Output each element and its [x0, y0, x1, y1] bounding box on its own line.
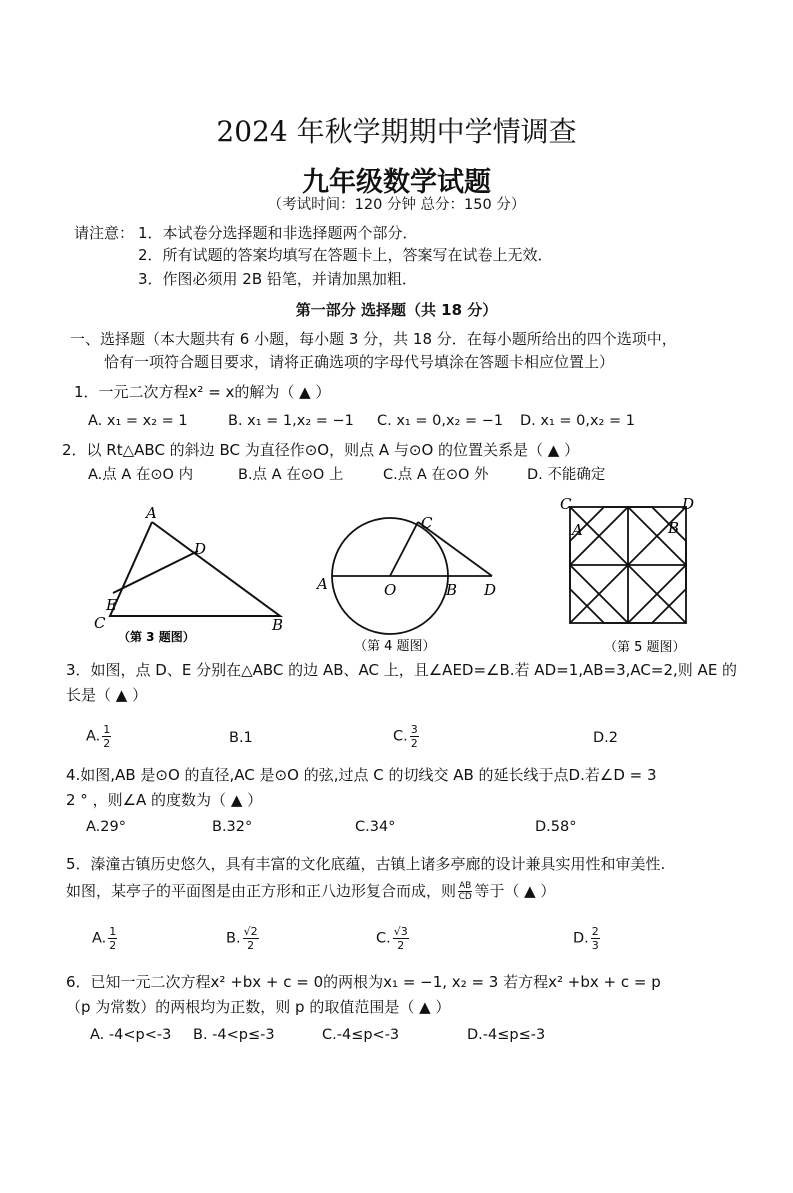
q3-option-c: C. $\frac{3}{2}$: [393, 723, 418, 750]
fig4-label-b: B: [446, 581, 458, 599]
notice-item-3: 3．作图必须用 2B 铅笔，并请加黑加粗．: [138, 270, 417, 288]
q3-option-d: D.2: [593, 730, 618, 746]
notice-label: 请注意：: [74, 224, 135, 242]
q3-option-a: A. $\frac{1}{2}$: [86, 723, 111, 750]
fig3-label-b: B: [272, 616, 284, 634]
exam-info: （考试时间：120 分钟 总分：150 分）: [267, 197, 526, 213]
fig3-label-e: E: [106, 596, 117, 614]
q2-option-d: D. 不能确定: [527, 467, 606, 483]
figure-4: [312, 505, 502, 655]
q2-option-b: B.点 A 在⊙O 上: [238, 467, 344, 483]
q3-option-b: B.1: [229, 730, 253, 746]
q6-option-a: A. -4<p<-3: [90, 1027, 172, 1043]
q5-option-b: B. $\frac{√2}{2}$: [226, 925, 258, 952]
notice-item-1: 1．本试卷分选择题和非选择题两个部分．: [138, 224, 418, 242]
q6-stem-2: （p 为常数）的两根均为正数，则 p 的取值范围是（ ▲ ）: [66, 998, 451, 1016]
fig4-label-o: O: [384, 581, 397, 599]
part1-instruction-2: 恰有一项符合题目要求，请将正确选项的字母代号填涂在答题卡相应位置上）: [104, 353, 615, 371]
fig5-caption: （第 5 题图）: [604, 640, 686, 655]
part1-instruction-1: 一、选择题（本大题共有 6 小题，每小题 3 分，共 18 分．在每小题所给出的四个选项中，: [70, 330, 677, 348]
q1-option-b: B. x₁ = 1,x₂ = −1: [228, 413, 354, 429]
q2-stem: 2．以 Rt△ABC 的斜边 BC 为直径作⊙O，则点 A 与⊙O 的位置关系是（ ▲ ）: [62, 441, 580, 459]
fig3-label-c: C: [94, 614, 106, 632]
q6-option-b: B. -4<p≤-3: [193, 1027, 275, 1043]
part1-heading: 第一部分 选择题（共 18 分）: [295, 301, 498, 319]
q5-stem-2: 如图，某亭子的平面图是由正方形和正八边形复合而成，则 $\frac{AB}{CD}$ 等于（ ▲ ）: [66, 881, 556, 902]
fig4-label-a: A: [317, 575, 328, 593]
q3-stem-2: 长是（ ▲ ）: [66, 686, 148, 704]
q5-option-d: D. $\frac{2}{3}$: [573, 925, 599, 952]
q4-stem-2: 2 ° ，则∠A 的度数为（ ▲ ）: [66, 791, 263, 809]
fig3-label-a: A: [146, 504, 157, 522]
q2-option-c: C.点 A 在⊙O 外: [383, 467, 489, 483]
q1-option-d: D. x₁ = 0,x₂ = 1: [520, 413, 635, 429]
q6-stem-1: 6．已知一元二次方程x² +bx + c = 0的两根为x₁ = −1, x₂ = 3 若方程x² +bx + c = p: [66, 973, 661, 991]
q3-stem-1: 3．如图，点 D、E 分别在△ABC 的边 AB、AC 上，且∠AED=∠B.若 AD=1,AB=3,AC=2,则 AE 的: [66, 661, 738, 679]
q4-stem-1: 4.如图,AB 是⊙O 的直径,AC 是⊙O 的弦,过点 C 的切线交 AB 的延长线于点D.若∠D = 3: [66, 766, 657, 784]
q2-option-a: A.点 A 在⊙O 内: [88, 467, 194, 483]
exam-subtitle: 九年级数学试题: [302, 167, 491, 198]
q1-option-c: C. x₁ = 0,x₂ = −1: [377, 413, 504, 429]
fig4-caption: （第 4 题图）: [354, 639, 436, 654]
q4-option-c: C.34°: [355, 819, 396, 835]
q1-stem: 1．一元二次方程x² = x的解为（ ▲ ）: [74, 383, 331, 401]
q4-option-a: A.29°: [86, 819, 126, 835]
fig5-label-b: B: [668, 519, 680, 537]
fig3-label-d: D: [194, 540, 207, 558]
fig4-label-c: C: [421, 514, 433, 532]
q5-option-c: C. $\frac{√3}{2}$: [376, 925, 408, 952]
q5-stem-1: 5．溱潼古镇历史悠久，具有丰富的文化底蕴，古镇上诸多亭廊的设计兼具实用性和审美性.: [66, 855, 666, 873]
fig4-label-d: D: [484, 581, 497, 599]
q6-option-c: C.-4≤p<-3: [322, 1027, 400, 1043]
fig5-label-d: D: [682, 495, 695, 513]
fig5-label-c: C: [560, 495, 572, 513]
q5-option-a: A. $\frac{1}{2}$: [92, 925, 117, 952]
q1-option-a: A. x₁ = x₂ = 1: [88, 413, 188, 429]
figure-3: [88, 498, 298, 648]
q4-option-b: B.32°: [212, 819, 253, 835]
exam-title: 2024 年秋学期期中学情调查: [216, 115, 577, 148]
notice-item-2: 2．所有试题的答案均填写在答题卡上，答案写在试卷上无效．: [138, 246, 553, 264]
fig5-label-a: A: [572, 521, 583, 539]
figure-5: [556, 493, 706, 658]
q4-option-d: D.58°: [535, 819, 577, 835]
q6-option-d: D.-4≤p≤-3: [467, 1027, 546, 1043]
fig3-caption: （第 3 题图）: [118, 630, 195, 644]
